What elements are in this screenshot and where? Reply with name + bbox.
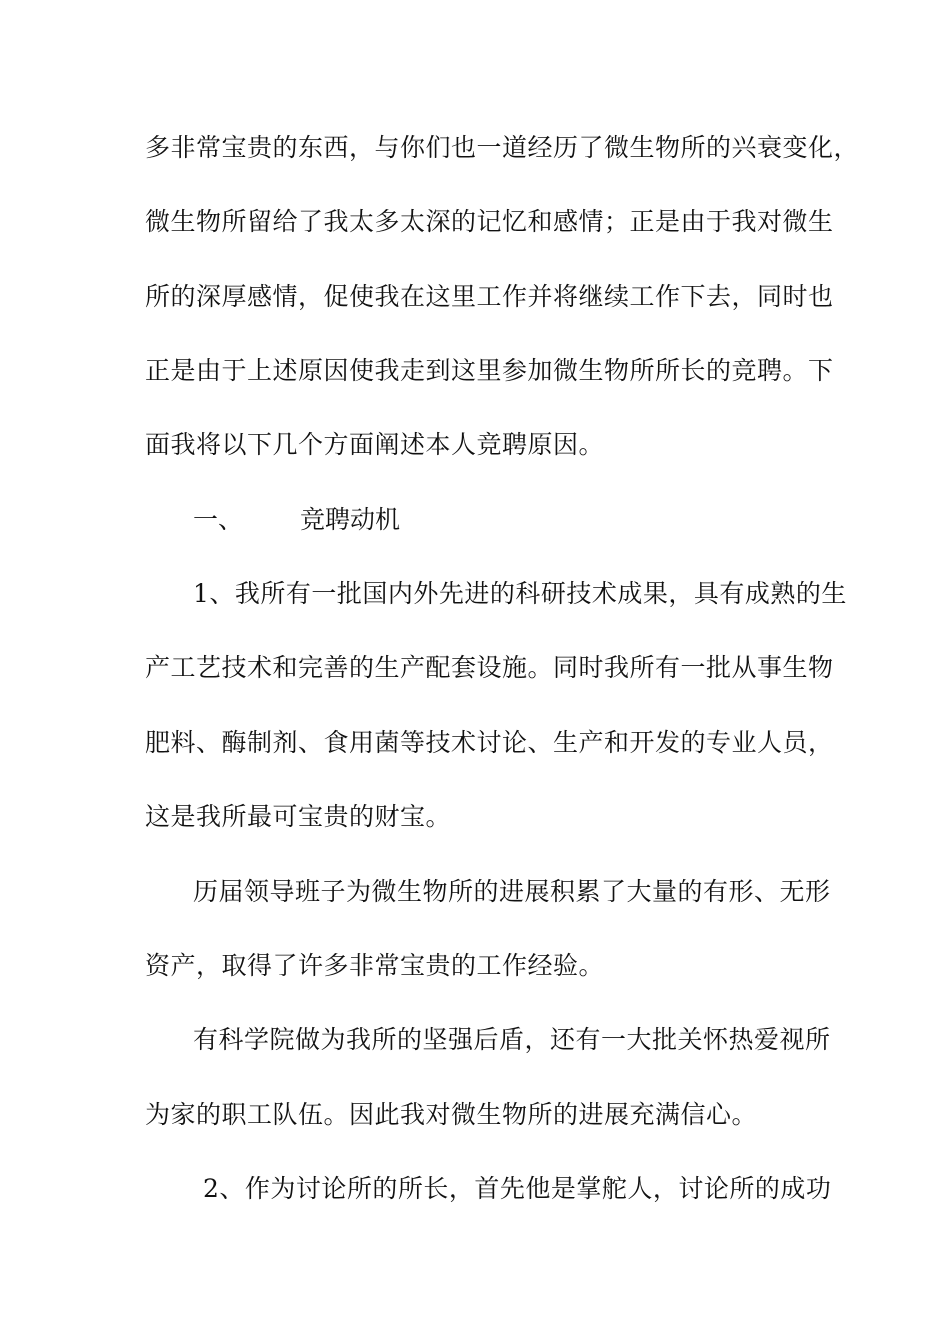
paragraph-line: 1、我所有一批国内外先进的科研技术成果，具有成熟的生 (193, 579, 847, 608)
text-line: 所的深厚感情，促使我在这里工作并将继续工作下去，同时也 (145, 282, 834, 311)
text-line: 微生物所留给了我太多太深的记忆和感情；正是由于我对微生 (145, 207, 834, 236)
text-line: 面我将以下几个方面阐述本人竞聘原因。 (145, 430, 605, 459)
paragraph-line: 产工艺技术和完善的生产配套设施。同时我所有一批从事生物 (145, 653, 834, 682)
text-line: 多非常宝贵的东西，与你们也一道经历了微生物所的兴衰变化， (145, 133, 860, 162)
paragraph-line: 资产，取得了许多非常宝贵的工作经验。 (145, 951, 605, 980)
paragraph-line: 有科学院做为我所的坚强后盾，还有一大批关怀热爱视所 (193, 1025, 831, 1054)
paragraph-line: 肥料、酶制剂、食用菌等技术讨论、生产和开发的专业人员， (145, 728, 834, 757)
text-line: 正是由于上述原因使我走到这里参加微生物所所长的竞聘。下 (145, 356, 834, 385)
paragraph-line: 为家的职工队伍。因此我对微生物所的进展充满信心。 (145, 1100, 758, 1129)
paragraph-line: 2、作为讨论所的所长，首先他是掌舵人，讨论所的成功 (203, 1174, 832, 1203)
paragraph-line: 这是我所最可宝贵的财宝。 (145, 802, 452, 831)
section-number: 一、 (193, 505, 244, 534)
paragraph-line: 历届领导班子为微生物所的进展积累了大量的有形、无形 (193, 877, 831, 906)
section-title: 竞聘动机 (300, 505, 401, 534)
